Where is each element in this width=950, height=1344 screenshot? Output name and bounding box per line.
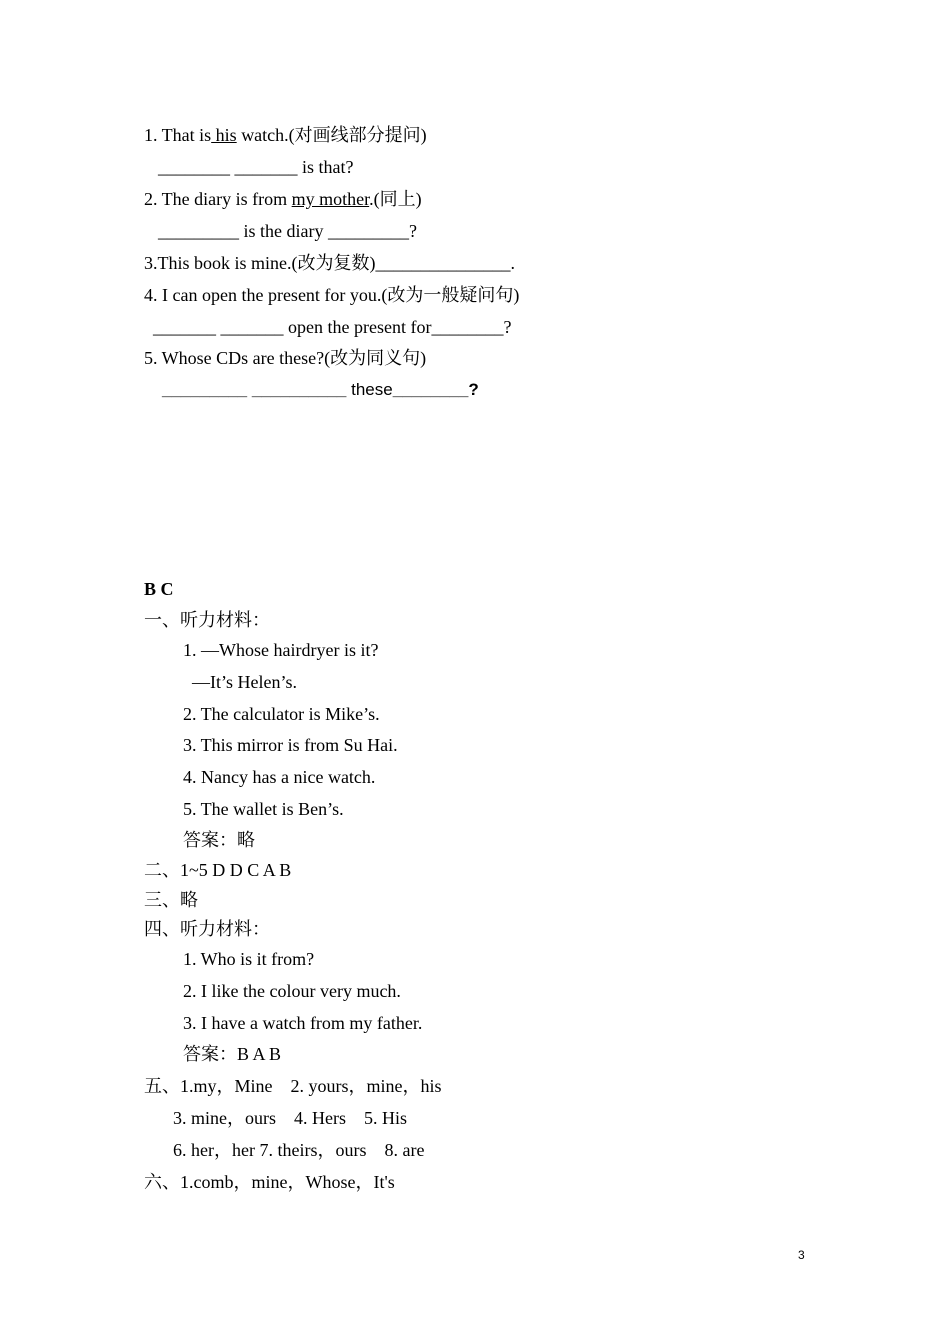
answer-line: 一、听力材料： [144,610,270,630]
exercise-1-instruction: watch.(对画线部分提问) [236,125,427,145]
blank-1: _________ [162,380,248,399]
exercise-2-question [144,188,422,210]
answer-line: 六、1.comb，mine，Whose，It's [144,1172,395,1192]
blank-3: ________ [392,380,469,399]
answer-line: 三、略 [144,890,198,910]
exercise-3-question: 3.This book is mine.(改为复数)_______________. [144,253,515,273]
answer-line: 2. The calculator is Mike’s. [183,704,380,724]
page-number: 3 [798,1248,805,1262]
answer-line: 2. I like the colour very much. [183,981,401,1001]
exercise-5-question: 5. Whose CDs are these?(改为同义句) [144,348,427,368]
answer-line: 四、听力材料： [144,919,270,939]
exercise-1-question [144,124,427,146]
answer-line: 五、1.my，Mine 2. yours，mine，his [144,1076,442,1096]
exercise-1-underlined: his [211,125,237,145]
question-mark: ? [468,380,479,399]
exercise-1-answer-line: ________ _______ is that? [158,157,354,177]
blank-2: __________ [251,380,347,399]
answer-line: —It’s Helen’s. [192,672,297,692]
answer-line: 3. mine，ours 4. Hers 5. His [173,1108,407,1128]
exercise-5-answer-line [162,379,479,401]
answer-line: 1. —Whose hairdryer is it? [183,640,379,660]
answer-line: 4. Nancy has a nice watch. [183,767,376,787]
answer-line: 1. Who is it from? [183,949,315,969]
exercise-4-answer-line: _______ _______ open the present for________? [153,317,512,337]
answer-line: 3. I have a watch from my father. [183,1013,423,1033]
exercise-1-text: 1. That is [144,125,212,145]
word-these: these [346,380,393,399]
exercise-2-underlined: my mother [291,189,370,209]
answer-line: 答案：略 [183,830,255,850]
exercise-2-answer-line: _________ is the diary _________? [158,221,417,241]
exercise-2-instruction: .(同上) [369,189,422,209]
answer-line: 6. her，her 7. theirs，ours 8. are [173,1140,425,1160]
answer-line: 二、1~5 D D C A B [144,860,292,880]
answer-line: 5. The wallet is Ben’s. [183,799,344,819]
answer-line: 3. This mirror is from Su Hai. [183,735,398,755]
answer-line: 答案：B A B [183,1044,282,1064]
exercise-4-question: 4. I can open the present for you.(改为一般疑问句) [144,285,520,305]
exercise-2-text: 2. The diary is from [144,189,292,209]
answers-heading: B C [144,579,174,599]
